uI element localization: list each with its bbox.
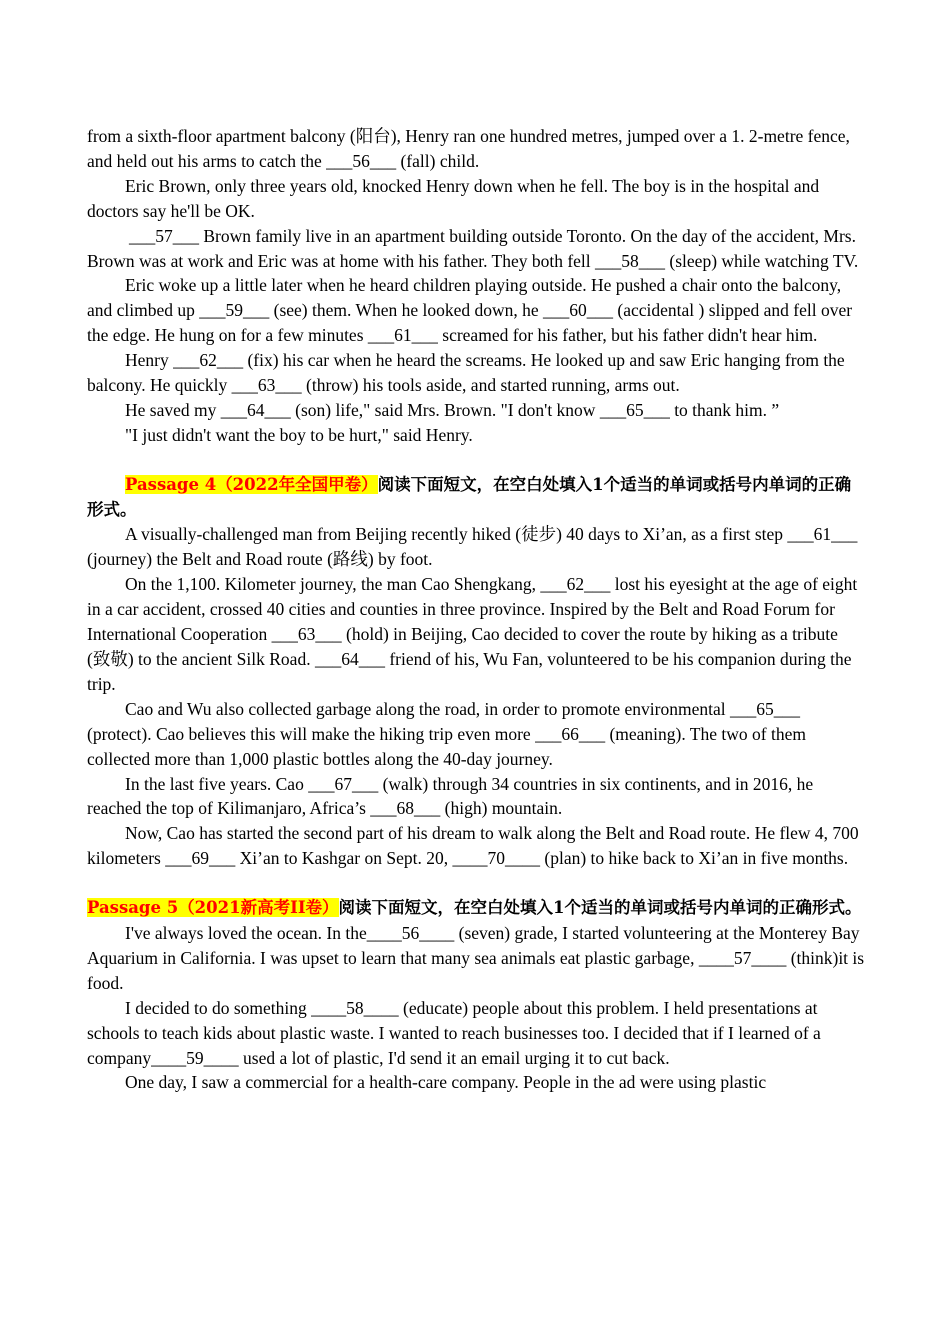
passage3-paragraph-3: ___57___ Brown family live in an apartment building outside Toronto. On the day of the accident, Mrs. Brown was at work and Eric was at home with his father. They both fell ___58___ (sleep) while watching TV. (87, 225, 859, 271)
section-gap (87, 871, 865, 896)
passage5-tag: Passage 5（2021新高考II卷） (87, 898, 339, 918)
passage4-paragraph-3: Cao and Wu also collected garbage along the road, in order to promote environmental ___65___ (protect). Cao believes this will make the hiking trip even more ___66___ (meaning). The two of them collected more than 1,000 plastic bottles along the 40-day journey. (87, 698, 806, 769)
passage3-paragraph-1: from a sixth-floor apartment balcony (阳台), Henry ran one hundred metres, jumped over a 1. 2-metre fence, and held out his arms to catch the ___56___ (fall) child. (87, 126, 850, 171)
passage4-paragraph-5: Now, Cao has started the second part of his dream to walk along the Belt and Road route. He flew 4, 700 kilometers ___69___ Xi’an to Kashgar on Sept. 20, ____70____ (plan) to hike back to Xi’an in five months. (87, 823, 859, 869)
passage3-paragraph-4: Eric woke up a little later when he heard children playing outside. He pushed a chair onto the balcony, and climbed up ___59___ (see) them. When he looked down, he ___60___ (accidental ) slipped and fell over the edge. He hung on for a few minutes ___61___ screamed for his father, but his father didn't hear him. (87, 275, 853, 346)
passage5-heading (87, 896, 865, 921)
passage4-tag: Passage 4（2022年全国甲卷） (125, 474, 378, 494)
passage5-paragraph-3: One day, I saw a commercial for a health-care company. People in the ad were using plastic (125, 1072, 767, 1093)
passage3-paragraph-7: "I just didn't want the boy to be hurt," said Henry. (125, 424, 473, 445)
document-page (87, 124, 865, 1095)
passage5-paragraph-2: I decided to do something ____58____ (educate) people about this problem. I held presentations at schools to teach kids about plastic waste. I wanted to reach businesses too. I decided that if I learned of a company____59____ used a lot of plastic, I'd send it an email urging it to cut back. (87, 997, 821, 1068)
passage4-paragraph-1: A visually-challenged man from Beijing recently hiked (徒步) 40 days to Xi’an, as a first step ___61___ (journey) the Belt and Road route (路线) by foot. (87, 524, 858, 570)
passage4-paragraph-2: On the 1,100. Kilometer journey, the man Cao Shengkang, ___62___ lost his eyesight at the age of eight in a car accident, crossed 40 cities and counties in three province. Inspired by the Belt and Road Forum for International Cooperation ___63___ (hold) in Beijing, Cao decided to cover the route by hiking as a tribute (致敬) to the ancient Silk Road. ___64___ friend of his, Wu Fan, volunteered to be his companion during the trip. (87, 574, 858, 694)
passage4-paragraph-4: In the last five years. Cao ___67___ (walk) through 34 countries in six continents, and in 2016, he reached the top of Kilimanjaro, Africa’s ___68___ (high) mountain. (87, 773, 814, 819)
passage3-paragraph-6: He saved my ___64___ (son) life," said Mrs. Brown. "I don't know ___65___ to thank him. ” (125, 399, 780, 420)
passage5-instruction: 阅读下面短文，在空白处填入1个适当的单词或括号内单词的正确形式。 (338, 898, 862, 918)
passage5-paragraph-1: I've always loved the ocean. In the____56____ (seven) grade, I started volunteering at the Monterey Bay Aquarium in California. I was upset to learn that many sea animals eat plastic garbage, ____57____ (think)it is food. (87, 922, 865, 993)
passage4-instruction: 阅读下面短文，在空白处填入1个适当的单词或括号内单词的正确形式。 (87, 474, 852, 519)
passage3-paragraph-2: Eric Brown, only three years old, knocked Henry down when he fell. The boy is in the hospital and doctors say he'll be OK. (87, 175, 820, 221)
passage3-paragraph-5: Henry ___62___ (fix) his car when he heard the screams. He looked up and saw Eric hanging from the balcony. He quickly ___63___ (throw) his tools aside, and started running, arms out. (87, 350, 845, 396)
section-gap (87, 448, 865, 473)
passage4-heading (87, 473, 865, 523)
